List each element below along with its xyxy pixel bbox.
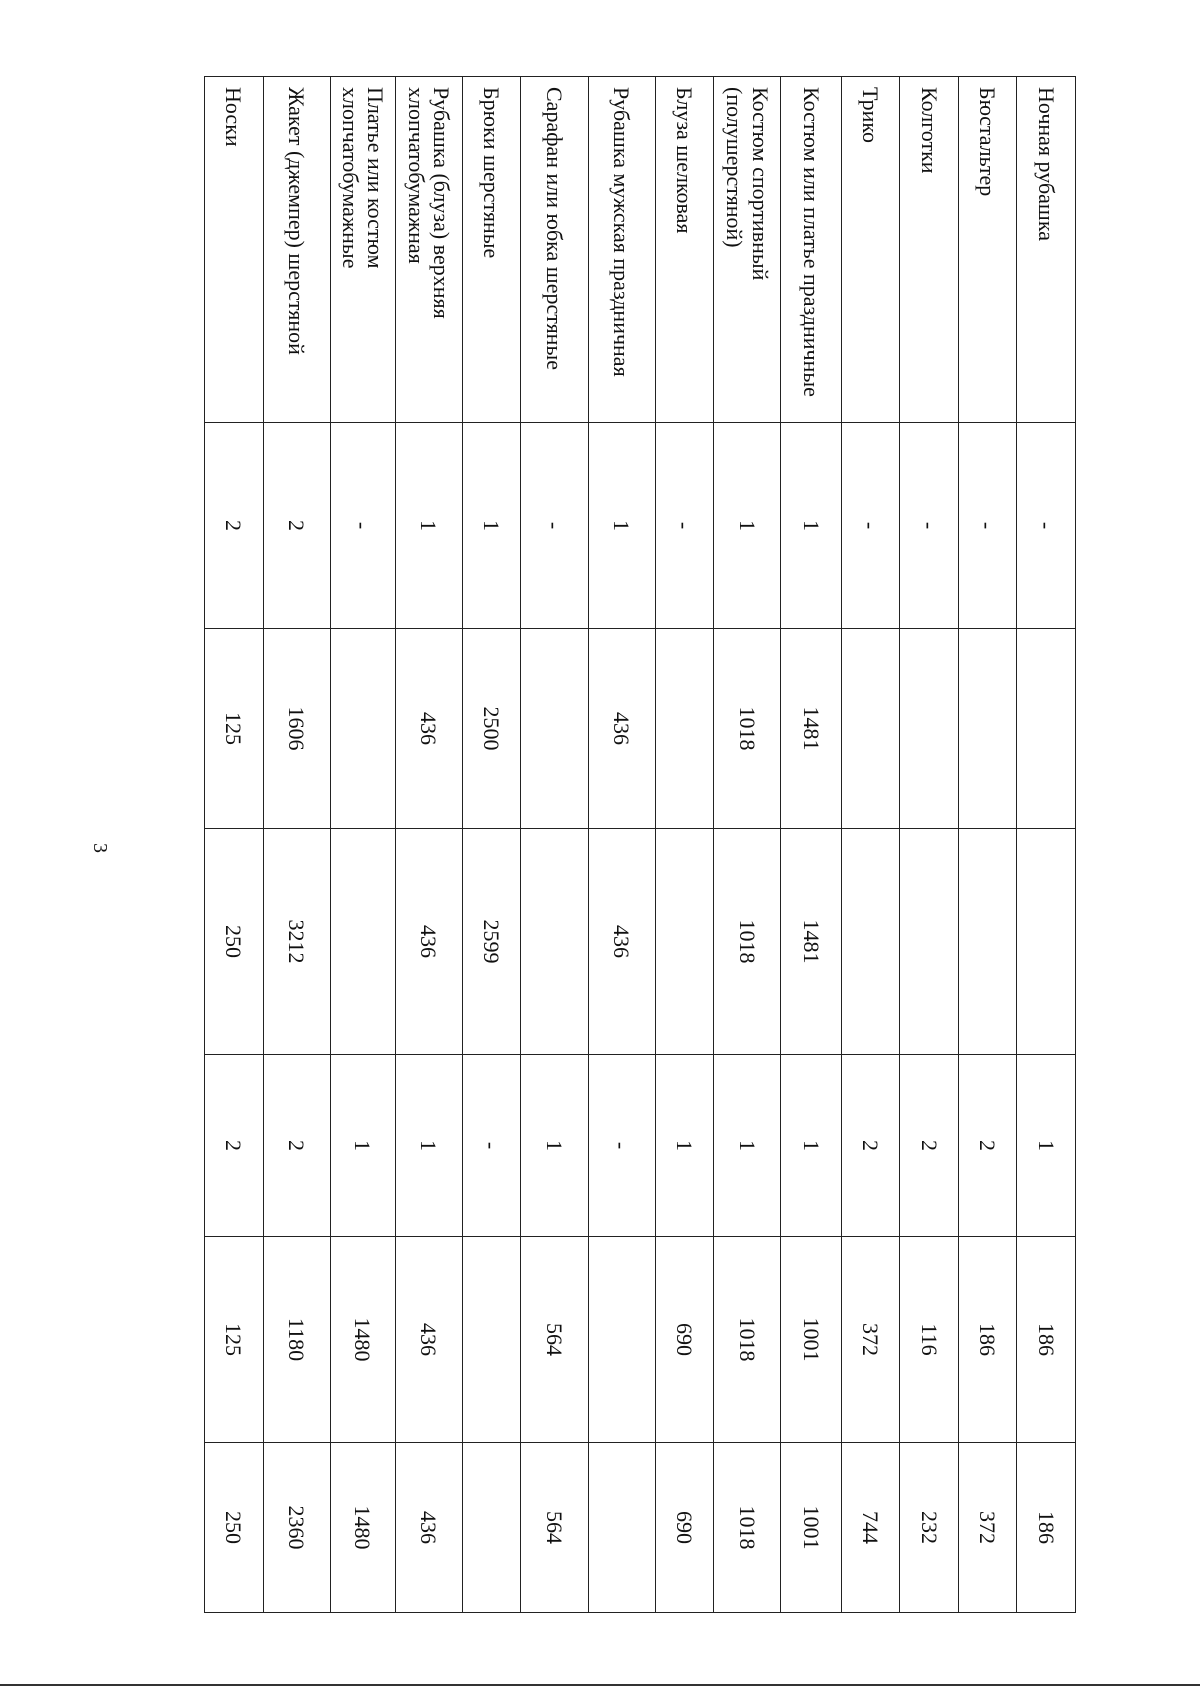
value-cell-col-7: 1018 <box>714 1443 781 1613</box>
value-cell-col-6: 564 <box>521 1237 588 1443</box>
table-body <box>205 77 1076 1613</box>
item-name-cell: Брюки шерстяные <box>462 77 521 423</box>
value-cell-col-7: 232 <box>900 1443 959 1613</box>
value-cell-col-4 <box>655 829 714 1055</box>
item-name-cell: Сарафан или юбка шерстяные <box>521 77 588 423</box>
value-cell-col-5: 2 <box>900 1055 959 1237</box>
value-cell-col-4 <box>842 829 901 1055</box>
value-cell-col-3 <box>842 629 901 829</box>
table-row <box>205 77 264 1613</box>
item-name-cell: Костюм или платье праздничные <box>781 77 842 423</box>
value-cell-col-6: 116 <box>900 1237 959 1443</box>
value-cell-col-2: 1 <box>588 423 655 629</box>
value-cell-col-6: 372 <box>842 1237 901 1443</box>
value-cell-col-5: 1 <box>330 1055 395 1237</box>
value-cell-col-3: 125 <box>205 629 264 829</box>
item-name-cell: Блуза шелковая <box>655 77 714 423</box>
clothing-table <box>204 76 1076 1613</box>
item-name-cell: Трико <box>842 77 901 423</box>
value-cell-col-2: - <box>1017 423 1076 629</box>
item-name-cell: Костюм спортивный (полушерстяной) <box>714 77 781 423</box>
value-cell-col-6: 1018 <box>714 1237 781 1443</box>
table-row <box>462 77 521 1613</box>
value-cell-col-6: 690 <box>655 1237 714 1443</box>
value-cell-col-6: 186 <box>959 1237 1018 1443</box>
value-cell-col-6 <box>588 1237 655 1443</box>
value-cell-col-5: 1 <box>1017 1055 1076 1237</box>
value-cell-col-7: 186 <box>1017 1443 1076 1613</box>
value-cell-col-2: - <box>330 423 395 629</box>
value-cell-col-5: - <box>588 1055 655 1237</box>
value-cell-col-5: 1 <box>714 1055 781 1237</box>
value-cell-col-6: 1480 <box>330 1237 395 1443</box>
table-row <box>714 77 781 1613</box>
value-cell-col-2: 2 <box>205 423 264 629</box>
value-cell-col-3: 1606 <box>263 629 330 829</box>
value-cell-col-4: 2599 <box>462 829 521 1055</box>
value-cell-col-7: 690 <box>655 1443 714 1613</box>
value-cell-col-5: 2 <box>263 1055 330 1237</box>
table-row <box>781 77 842 1613</box>
value-cell-col-3: 436 <box>588 629 655 829</box>
value-cell-col-3 <box>330 629 395 829</box>
value-cell-col-4: 250 <box>205 829 264 1055</box>
value-cell-col-7: 436 <box>395 1443 462 1613</box>
value-cell-col-7: 1480 <box>330 1443 395 1613</box>
value-cell-col-6: 436 <box>395 1237 462 1443</box>
value-cell-col-7 <box>588 1443 655 1613</box>
table-row <box>655 77 714 1613</box>
value-cell-col-7: 564 <box>521 1443 588 1613</box>
value-cell-col-6: 1180 <box>263 1237 330 1443</box>
value-cell-col-4 <box>900 829 959 1055</box>
value-cell-col-2: - <box>655 423 714 629</box>
item-name-cell: Рубашка мужская праздничная <box>588 77 655 423</box>
value-cell-col-6: 186 <box>1017 1237 1076 1443</box>
value-cell-col-7: 2360 <box>263 1443 330 1613</box>
value-cell-col-3 <box>1017 629 1076 829</box>
value-cell-col-3 <box>655 629 714 829</box>
value-cell-col-5: - <box>462 1055 521 1237</box>
value-cell-col-4 <box>1017 829 1076 1055</box>
table-row <box>842 77 901 1613</box>
value-cell-col-5: 2 <box>842 1055 901 1237</box>
value-cell-col-2: - <box>900 423 959 629</box>
value-cell-col-7 <box>462 1443 521 1613</box>
table-row <box>263 77 330 1613</box>
value-cell-col-4: 1481 <box>781 829 842 1055</box>
value-cell-col-3 <box>959 629 1018 829</box>
value-cell-col-5: 2 <box>959 1055 1018 1237</box>
item-name-cell: Жакет (джемпер) шерстяной <box>263 77 330 423</box>
value-cell-col-2: 1 <box>781 423 842 629</box>
item-name-cell: Платье или костюм хлопчатобумажные <box>330 77 395 423</box>
value-cell-col-2: - <box>959 423 1018 629</box>
value-cell-col-2: - <box>842 423 901 629</box>
value-cell-col-2: 1 <box>714 423 781 629</box>
value-cell-col-4: 436 <box>588 829 655 1055</box>
value-cell-col-3: 2500 <box>462 629 521 829</box>
value-cell-col-3 <box>521 629 588 829</box>
value-cell-col-7: 250 <box>205 1443 264 1613</box>
value-cell-col-6: 1001 <box>781 1237 842 1443</box>
value-cell-col-4 <box>959 829 1018 1055</box>
table-row <box>1017 77 1076 1613</box>
table-row <box>330 77 395 1613</box>
table-row <box>395 77 462 1613</box>
value-cell-col-7: 372 <box>959 1443 1018 1613</box>
item-name-cell: Колготки <box>900 77 959 423</box>
value-cell-col-4 <box>330 829 395 1055</box>
value-cell-col-5: 1 <box>781 1055 842 1237</box>
value-cell-col-5: 1 <box>395 1055 462 1237</box>
table-row <box>900 77 959 1613</box>
value-cell-col-3 <box>900 629 959 829</box>
table-row <box>521 77 588 1613</box>
value-cell-col-2: 1 <box>395 423 462 629</box>
table-row <box>588 77 655 1613</box>
value-cell-col-6: 125 <box>205 1237 264 1443</box>
value-cell-col-5: 2 <box>205 1055 264 1237</box>
table-container <box>204 76 1076 1612</box>
value-cell-col-2: 2 <box>263 423 330 629</box>
table-row <box>959 77 1018 1613</box>
page-bottom-rule <box>0 1684 1200 1686</box>
value-cell-col-2: 1 <box>462 423 521 629</box>
page-number: 3 <box>89 843 111 853</box>
value-cell-col-4 <box>521 829 588 1055</box>
value-cell-col-5: 1 <box>521 1055 588 1237</box>
value-cell-col-5: 1 <box>655 1055 714 1237</box>
value-cell-col-4: 1018 <box>714 829 781 1055</box>
value-cell-col-3: 436 <box>395 629 462 829</box>
item-name-cell: Носки <box>205 77 264 423</box>
value-cell-col-2: - <box>521 423 588 629</box>
item-name-cell: Бюстальтер <box>959 77 1018 423</box>
value-cell-col-3: 1481 <box>781 629 842 829</box>
value-cell-col-3: 1018 <box>714 629 781 829</box>
value-cell-col-7: 1001 <box>781 1443 842 1613</box>
value-cell-col-4: 3212 <box>263 829 330 1055</box>
value-cell-col-6 <box>462 1237 521 1443</box>
value-cell-col-7: 744 <box>842 1443 901 1613</box>
value-cell-col-4: 436 <box>395 829 462 1055</box>
item-name-cell: Рубашка (блуза) верхняя хлопчатобумажная <box>395 77 462 423</box>
item-name-cell: Ночная рубашка <box>1017 77 1076 423</box>
